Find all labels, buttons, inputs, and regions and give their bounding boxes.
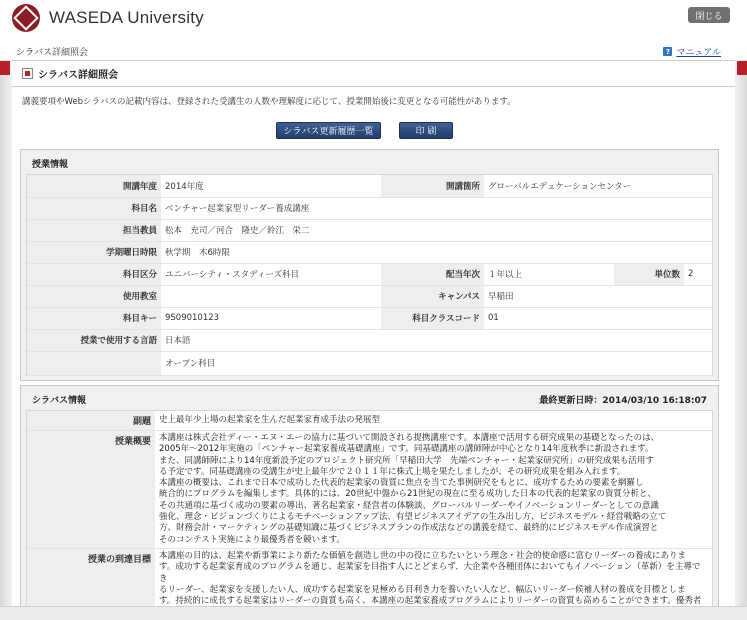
print-button[interactable]: 印 刷 (399, 122, 453, 139)
table-row (27, 549, 712, 609)
close-button[interactable]: 閉じる (688, 7, 730, 23)
waseda-seal-icon (12, 4, 40, 32)
course-info-panel (20, 149, 719, 381)
subtitle-value: 史上最年少上場の起業家を生んだ起業家育成手法の発展型 (159, 415, 381, 425)
course-info-heading: 授業情報 (32, 159, 69, 170)
year-value: 2014年度 (161, 175, 381, 197)
table-row (27, 285, 712, 307)
table-row (27, 431, 712, 549)
table-row (27, 175, 712, 197)
grade-label: 配当年次 (381, 263, 484, 285)
table-row (27, 329, 712, 351)
language-label: 授業で使用する言語 (27, 329, 161, 351)
category-value: ユニバーシティ・スタディーズ科目 (161, 263, 381, 285)
subject-value: ベンチャー起業家型リーダー養成講座 (161, 197, 712, 219)
top-bar (0, 0, 747, 40)
manual-link-group[interactable] (663, 45, 721, 58)
table-row (27, 263, 712, 285)
syllabus-info-panel (20, 385, 719, 620)
year-label: 開講年度 (27, 175, 161, 197)
syllabus-heading: シラバス情報 (32, 395, 87, 406)
right-margin (735, 60, 747, 620)
language-value: 日本語 (161, 329, 712, 351)
extra-label (27, 351, 161, 375)
subtitle-label: 副題 (27, 411, 155, 430)
table-row (27, 411, 712, 431)
subject-label: 科目名 (27, 197, 161, 219)
page-title: シラバス詳細照会 (38, 70, 118, 81)
last-updated: 最終更新日時：2014/03/10 16:18:07 (539, 395, 707, 406)
page-title-icon (22, 68, 33, 79)
logo-wordmark: WASEDA University (49, 8, 204, 27)
credits-value: 2 (684, 263, 712, 285)
table-row (27, 197, 712, 219)
goals-label: 授業の到達目標 (27, 549, 155, 609)
syllabus-history-button[interactable]: シラバス更新履歴一覧 (276, 122, 381, 139)
right-accent-strip (737, 61, 747, 75)
university-logo (12, 4, 204, 32)
course-info-table-wrap (26, 174, 713, 376)
page-title-bar (12, 60, 735, 87)
grade-value: １年以上 (484, 263, 614, 285)
course-key-value: 9S09010123 (161, 307, 381, 329)
overview-label: 授業概要 (27, 431, 155, 548)
breadcrumb: シラバス詳細照会 (16, 48, 89, 58)
open-course-value: オープン科目 (161, 351, 712, 375)
class-code-value: 01 (484, 307, 712, 329)
schedule-label: 学期曜日時限 (27, 241, 161, 263)
campus-value: 早稲田 (484, 285, 712, 307)
office-value: グローバルエデュケーションセンター (484, 175, 712, 197)
notice-text: 講義要項やWebシラバスの記載内容は、登録された受講生の人数や理解度に応じて、授業開始後に変更となる可能性があります。 (22, 97, 516, 107)
overview-value: 本講座は株式会社ディー・エヌ・エーの協力に基づいて開設される提携講座です。本講座で活用する研究成果の基礎となったのは、 2005年〜2012年実施の「ベンチャー起業家養成基礎講座」です。同基礎講座の講師陣が中心となり14年度秋季に新設されます。 また、同講師陣により14年度新設予定のプロジェクト研究所「早稲田大学 先端ベンチャー・起業家研究所」の研究成果も活用す る予定です。同基礎講座の受講生が史上最年少で２０１１年に株式上場を果たしましたが、その研究成果を組み入れます。 本講座の概要は、これまで日本で成功した代表的起業家の資質に焦点を当てた事例研究をもとに、成功するための要素を網羅し 統合的にプログラムを編集します。具体的には、20世紀中盤から21世紀の現在に至る成功した日本の代表的起業家の資質分析と、 その共通項に基づく成功の要素の導出、著名起業家・経営者の体験談、グローバルリーダーやイノベーションリーダーとしての意識 強化、理念・ビジョンづくりによるモチベーションアップ法、有望ビジネスアイデアの生み出し方、ビジネスモデル・経営戦略の立て 方、財務会計・マーケティングの基礎知識に基づくビジネスプランの作成法などの講義を経て、最終的にビジネスモデル作成演習と そのコンテスト実施により最優秀者を競います。 (159, 433, 667, 545)
room-label: 使用教室 (27, 285, 161, 307)
left-margin (0, 60, 12, 620)
office-label: 開講箇所 (381, 175, 484, 197)
syllabus-table-wrap (26, 410, 713, 620)
table-row (27, 351, 712, 375)
help-icon: ? (663, 47, 672, 56)
course-key-label: 科目キー (27, 307, 161, 329)
goals-value: 本講座の目的は、起業や新事業により新たな価値を創造し世の中の役に立ちたいという理念・社会的使命感に富むリーダーの養成にありま す。成功する起業家育成のプログラムを通じ、起業家を目指す人にとどまらず、大企業や各種団体においてもイノベーション（革新）を主導でき るリーダー、起業家を支援したい人、成功する起業家を見極める目利き力を養いたい人など、幅広いリーダー候補人材の養成を目標としま す。持続的に成長する起業家はリーダーの資質も高く、本講座の起業家養成プログラムによりリーダーの資質も高めることができます。優秀者 (159, 550, 702, 607)
category-label: 科目区分 (27, 263, 161, 285)
left-accent-strip (0, 61, 10, 75)
room-value (161, 285, 381, 307)
campus-label: キャンパス (381, 285, 484, 307)
horizontal-scrollbar[interactable] (0, 606, 747, 620)
table-row (27, 241, 712, 263)
instructor-value: 松本 充司／河合 隆史／鈴江 栄二 (161, 219, 712, 241)
manual-link[interactable]: マニュアル (676, 48, 721, 58)
table-row (27, 307, 712, 329)
schedule-value: 秋学期 木6時限 (161, 241, 712, 263)
credits-label: 単位数 (614, 263, 684, 285)
syllabus-info-heading (26, 390, 713, 408)
table-row (27, 219, 712, 241)
instructor-label: 担当教員 (27, 219, 161, 241)
course-info-table (27, 175, 712, 376)
main-content (12, 60, 735, 620)
class-code-label: 科目クラスコード (381, 307, 484, 329)
